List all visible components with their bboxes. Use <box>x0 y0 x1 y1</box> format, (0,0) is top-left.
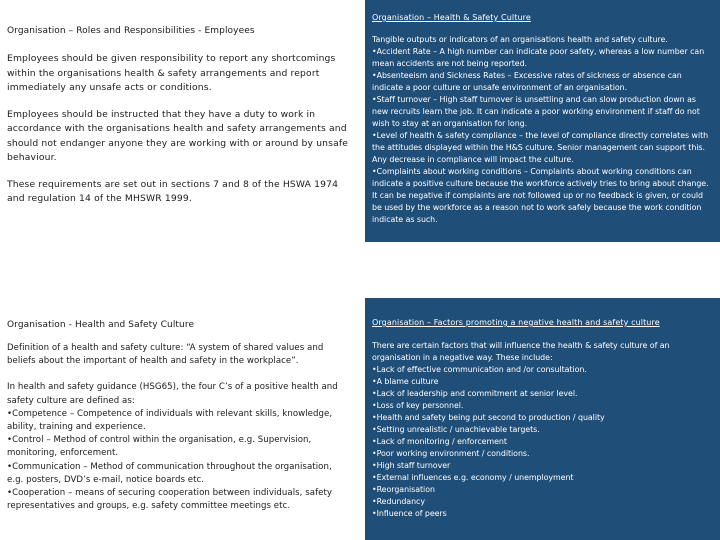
list-item: •Reorganisation <box>372 485 435 494</box>
panel-title: Organisation – Factors promoting a negative health and safety culture <box>372 318 660 327</box>
panel-hs-culture-definition <box>0 298 355 540</box>
list-item: •Level of health & safety compliance – the level of compliance directly correlates with the attitudes displayed within the H&S culture. Senior management can support this. Any decrease in compliance will impact the culture. <box>372 131 709 164</box>
list-item: •High staff turnover <box>372 461 451 470</box>
list-item: •A blame culture <box>372 377 439 386</box>
panel-roles-responsibilities <box>0 0 355 242</box>
list-item: •Complaints about working conditions – Complaints about working conditions can indicate a positive culture because the workforce actively tries to bring about change. It can be negative if complaints are not followed up or no feedback is given, or could be used by the workforce as a reason not to work safely because the work condition indicate as such. <box>372 167 709 224</box>
list-item: •Setting unrealistic / unachievable targets. <box>372 425 540 434</box>
list-item: •Competence – Competence of individuals with relevant skills, knowledge, ability, training and experience. <box>7 408 333 433</box>
indicator-list <box>372 34 714 226</box>
list-item: •Communication – Method of communication throughout the organisation, e.g. posters, DVD’s e-mail, notice boards etc. <box>7 461 332 485</box>
list-item: •Redundancy <box>372 497 425 506</box>
definition-body <box>7 342 347 513</box>
list-item: •External influences e.g. economy / unemployment <box>372 473 574 482</box>
paragraph: Employees should be instructed that they have a duty to work in accordance with the organisations health and safety arrangements and should not endanger anyone they are working with or around by unsafe behaviour. <box>7 108 349 163</box>
list-item: Tangible outputs or indicators of an organisations health and safety culture. <box>372 35 668 44</box>
intro-text: There are certain factors that will influence the health & safety culture of an organisation in a negative way. These include: <box>372 341 670 362</box>
panel-title: Organisation - Health and Safety Culture <box>7 320 195 330</box>
panel-title: Organisation – Health & Safety Culture <box>372 13 531 22</box>
list-item: •Control – Method of control within the organisation, e.g. Supervision, monitoring, enforcement. <box>7 435 312 459</box>
definition-text: Definition of a health and safety culture: “A system of shared values and beliefs about the important of health and safety in the workplace”. <box>7 343 324 367</box>
list-item: •Absenteeism and Sickness Rates – Excessive rates of sickness or absence can indicate a poor culture or unsafe environment of an organisation. <box>372 71 682 92</box>
panel-negative-factors <box>365 298 720 540</box>
list-item: •Poor working environment / conditions. <box>372 449 530 458</box>
list-item: •Lack of monitoring / enforcement <box>372 437 507 446</box>
panel-title: Organisation – Roles and Responsibilities - Employees <box>7 26 255 36</box>
panel-hs-culture-indicators <box>365 0 720 242</box>
list-item: •Lack of effective communication and /or consultation. <box>372 365 587 374</box>
paragraph: These requirements are set out in sections 7 and 8 of the HSWA 1974 and regulation 14 of the MHSWR 1999. <box>7 178 339 204</box>
list-item: •Cooperation – means of securing cooperation between individuals, safety representatives and groups, e.g. safety committee meetings etc. <box>7 488 333 512</box>
factor-list <box>372 340 714 520</box>
list-item: •Accident Rate – A high number can indicate poor safety, whereas a low number can mean accidents are not being reported. <box>372 47 705 68</box>
list-item: •Influence of peers <box>372 509 447 518</box>
paragraph: Employees should be given responsibility to report any shortcomings within the organisations health & safety arrangements and report immediately any unsafe acts or conditions. <box>7 53 336 93</box>
list-item: •Loss of key personnel. <box>372 401 464 410</box>
intro-text: In health and safety guidance (HSG65), the four C’s of a positive health and safety culture are defined as: <box>7 382 338 406</box>
list-item: •Staff turnover – High staff turnover is unsettling and can slow production down as new recruits learn the job. It can indicate a poor working environment if staff do not wish to stay at an organisation for long. <box>372 95 700 128</box>
list-item: •Lack of leadership and commitment at senior level. <box>372 389 578 398</box>
list-item: •Health and safety being put second to production / quality <box>372 413 605 422</box>
